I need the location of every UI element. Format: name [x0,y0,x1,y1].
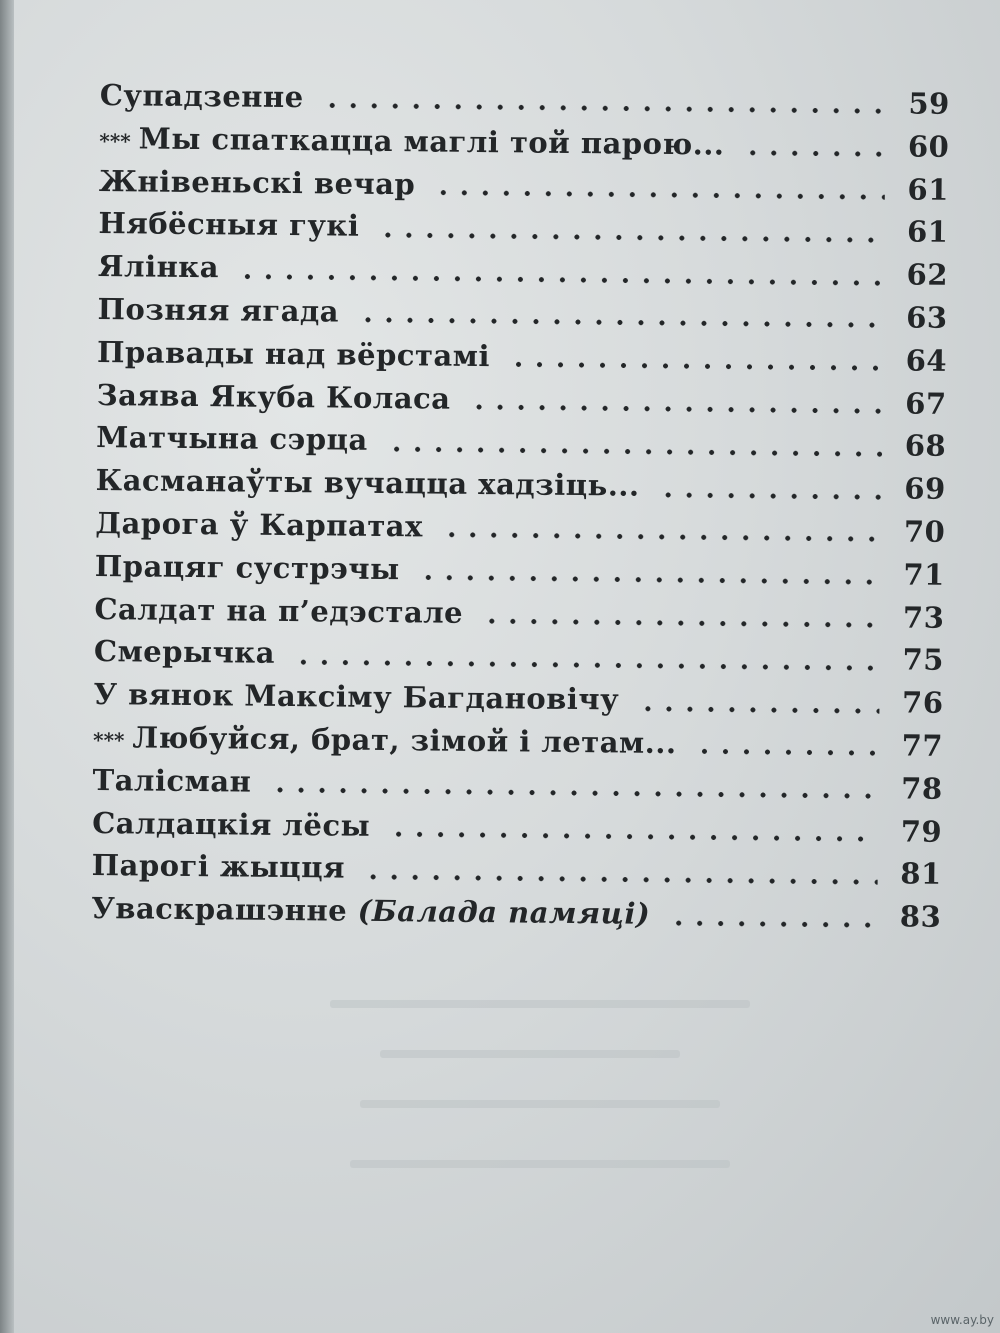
dot-leader [386,445,882,458]
page-edge [0,0,14,1333]
asterism: *** [99,128,131,154]
toc-entry-text: Супадзенне [99,78,304,115]
asterism: *** [92,727,125,753]
toc-entry-title [94,592,481,630]
toc-page-number: 60 [907,129,950,164]
toc-entry-text: Нябёсныя гукі [98,206,360,244]
toc-entry-title [99,121,742,162]
toc-entry-text: Касманаўты вучацца хадзіць... [95,463,640,503]
toc-page-number: 64 [905,343,948,378]
toc-entry-title [92,763,269,799]
dot-leader [363,873,878,886]
toc-page-number: 63 [905,300,948,335]
toc-page-number: 59 [908,86,950,121]
toc-entry-title [96,463,658,503]
toc-entry-title [97,378,469,416]
toc-page-number: 81 [900,856,942,892]
toc-entry-title [100,78,322,114]
toc-entry-text: Дарога ў Карпатах [95,505,424,544]
bleed-through-line [360,1100,720,1108]
toc-entry-text: У вянок Максіму Багдановічу [93,677,620,717]
toc-entry-title [95,506,441,544]
toc-entry-text: Жнівеньскі вечар [98,163,416,201]
dot-leader [468,403,882,415]
toc-entry-title [97,292,357,329]
table-of-contents [91,78,950,943]
toc-page-number: 78 [901,771,943,806]
toc-entry-title [95,549,418,586]
toc-entry-text: Смерычка [93,634,276,671]
toc-page-number: 68 [904,428,947,464]
toc-entry-title [93,677,637,717]
toc-entry-text: Салдацкія лёсы [92,805,371,843]
toc-page-number: 83 [899,899,942,934]
bleed-through-line [330,1000,750,1008]
toc-page-number: 76 [901,685,944,721]
toc-entry-text: Парогі жыцця [91,848,346,885]
dot-leader [417,574,880,587]
toc-entry-text: Працяг сустрэчы [94,548,400,586]
toc-entry [91,891,941,943]
toc-entry-title [98,249,237,284]
toc-page-number: 61 [907,172,950,207]
toc-entry-title [94,634,293,670]
dot-leader [668,919,877,929]
dot-leader [637,704,879,715]
dot-leader [388,830,878,843]
toc-page-number: 79 [900,813,943,849]
toc-entry-title [97,335,508,373]
dot-leader [269,786,878,800]
toc-entry-text: Правады над вёрстамі [96,334,491,373]
dot-leader [508,360,883,372]
toc-entry-title [99,164,434,202]
toc-entry-text: Уваскрашэнне [91,891,358,928]
toc-entry-title [92,848,364,885]
toc-entry-title [96,420,386,457]
bleed-through-line [380,1050,680,1058]
toc-entry-title [93,720,695,760]
toc-page-number: 75 [902,642,945,678]
toc-page-number: 70 [903,514,946,549]
toc-page-number: 67 [905,386,947,421]
toc-entry-text: Ялінка [97,249,220,285]
toc-page-number: 69 [904,471,946,507]
dot-leader [433,188,885,201]
toc-entry-title [91,891,668,931]
toc-entry-text: Позняя ягада [97,291,340,329]
dot-leader [742,149,885,158]
toc-entry-text: Салдат на п’едэстале [94,591,464,630]
dot-leader [357,316,884,330]
toc-page-number: 73 [902,600,945,635]
watermark: www.ay.by [930,1313,994,1327]
toc-entry-title [98,206,377,243]
toc-entry-text: Мы спаткацца маглі той парою... [138,121,725,162]
dot-leader [237,272,884,287]
toc-entry-text: Талісман [92,762,252,799]
dot-leader [441,531,882,544]
toc-entry-subtitle: (Балада памяці) [357,893,651,931]
dot-leader [322,102,886,116]
dot-leader [377,231,884,244]
toc-page-number: 77 [901,728,944,763]
dot-leader [657,490,881,500]
toc-page-number: 71 [903,557,946,592]
dot-leader [694,748,879,758]
toc-entry-text: Заява Якуба Коласа [96,377,451,416]
toc-page-number: 61 [906,214,949,250]
bleed-through-line [350,1160,730,1168]
toc-page-number: 62 [906,257,949,293]
toc-entry-title [92,806,388,843]
toc-entry-text: Матчына сэрца [96,420,368,458]
dot-leader [293,658,880,672]
dot-leader [481,617,880,629]
toc-entry-text: Любуйся, брат, зімой і летам... [132,720,677,761]
